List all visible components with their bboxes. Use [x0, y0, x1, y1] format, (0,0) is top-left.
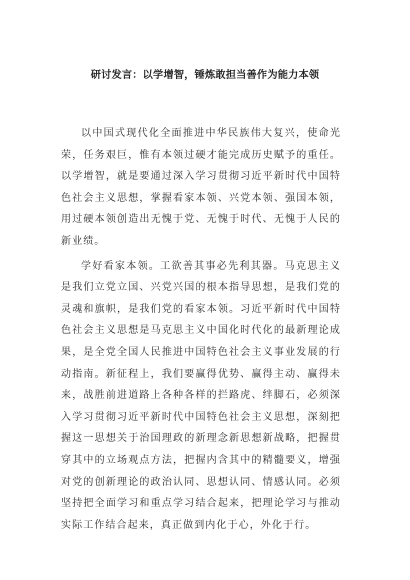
document-body: [61, 123, 341, 539]
document-title: 研讨发言：以学增智，锤炼敢担当善作为能力本领: [90, 70, 320, 81]
paragraph-study-core-skill: 学好看家本领。工欲善其事必先利其器。马克思主义是我们立党立国、兴党兴国的根本指导思想，是我们党的灵魂和旗帜，是我们党的看家本领。习近平新时代中国特色社会主义思想是马克思主义中国化时代化的最新理论成果，是全党全国人民推进中国特色社会主义事业发展的行动指南。新征程上，我们要赢得优势、赢得主动、赢得未来，战胜前进道路上各种各样的拦路虎、绊脚石，必须深入学习贯彻习近平新时代中国特色社会主义思想，深刻把握这一思想关于治国理政的新理念新思想新战略，把握贯穿其中的立场观点方法，把握内含其中的精髓要义，增强对党的创新理论的政治认同、思想认同、情感认同。必须坚持把全面学习和重点学习结合起来，把理论学习与推动实际工作结合起来，真正做到内化于心，外化于行。: [61, 260, 341, 531]
paragraph-intro: 以中国式现代化全面推进中华民族伟大复兴，使命光荣，任务艰巨，惟有本领过硬才能完成历史赋予的重任。以学增智，就是要通过深入学习贯彻习近平新时代中国特色社会主义思想，掌握看家本领、兴党本领、强国本领，用过硬本领创造出无愧于党、无愧于时代、无愧于人民的新业绩。: [61, 128, 341, 247]
